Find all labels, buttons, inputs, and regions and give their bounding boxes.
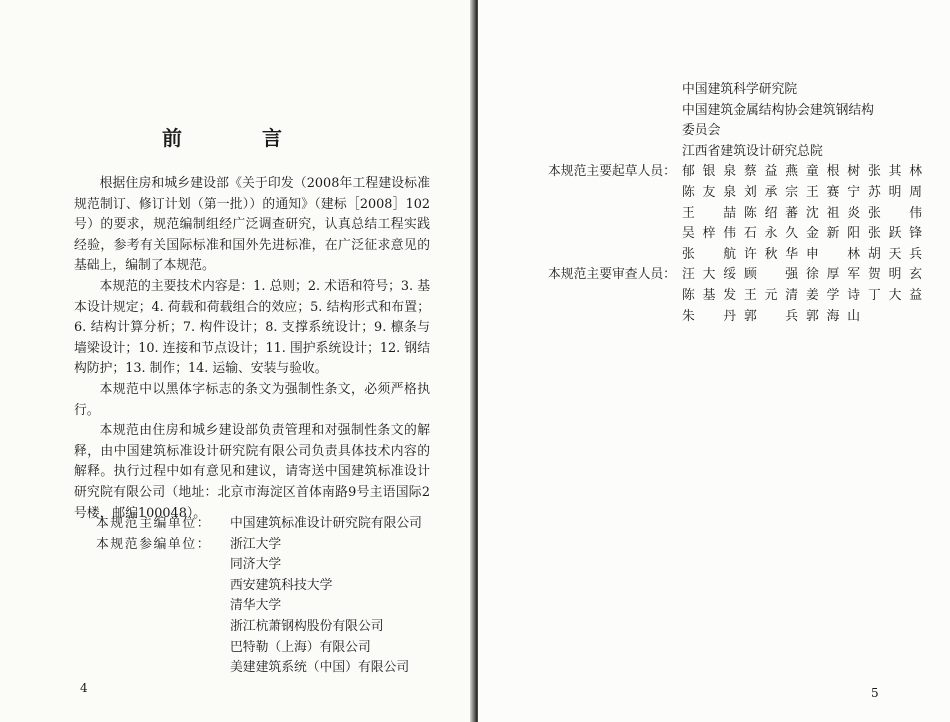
participant-unit-name: 浙江大学 <box>230 536 282 552</box>
person-name: 郭海山 <box>806 308 860 324</box>
personnel-block <box>548 80 930 327</box>
drafters-row <box>548 245 930 266</box>
left-page <box>0 0 474 722</box>
reviewers-row <box>548 265 930 286</box>
person-name: 陈基发 <box>682 287 736 303</box>
name-group <box>682 307 868 328</box>
person-name: 陈友泉 <box>682 184 736 200</box>
person-name: 石永久 <box>744 226 798 242</box>
paragraph: 本规范的主要技术内容是：1. 总则；2. 术语和符号；3. 基本设计规定；4. 荷载和荷载组合的效应；5. 结构形式和布置；6. 结构计算分析；7. 构件设计；8. 支撑系统设计；9. 檩条与墙梁设计；10. 连接和节点设计；11. 围护系统设计；12. 钢结构防护；13. 制作；14. 运输、安装与验收。 <box>74 278 430 377</box>
participant-unit-name: 西安建筑科技大学 <box>230 577 333 593</box>
person-name: 沈祖炎 <box>806 205 860 221</box>
participant-unit-name: 浙江杭萧钢构股份有限公司 <box>230 618 384 634</box>
name-group <box>682 162 930 183</box>
person-name: 汪大绥 <box>682 267 736 283</box>
chief-unit-name: 中国建筑标准设计研究院有限公司 <box>230 516 422 531</box>
participant-unit-name: 江西省建筑设计研究总院 <box>682 143 823 159</box>
person-name: 王喆 <box>682 205 736 221</box>
person-name: 吴梓伟 <box>682 226 736 242</box>
person-name: 金新阳 <box>806 226 860 242</box>
participant-unit-name: 巴特勒（上海）有限公司 <box>230 639 371 655</box>
foreword-body <box>74 174 430 524</box>
person-name: 张跃锋 <box>868 226 922 242</box>
person-name: 胡天兵 <box>868 246 922 262</box>
page-number: 4 <box>80 681 88 695</box>
person-name: 蔡益燕 <box>744 164 798 180</box>
person-name: 刘承宗 <box>744 184 798 200</box>
participant-unit-name: 同济大学 <box>230 557 282 573</box>
person-name: 张航 <box>682 246 736 262</box>
page-number: 5 <box>871 686 879 700</box>
participant-unit-name: 清华大学 <box>230 598 282 614</box>
participant-unit-label: 本规范参编单位： <box>96 536 212 552</box>
reviewers-row <box>548 307 930 328</box>
name-group <box>682 224 930 245</box>
chief-unit-label: 本规范主编单位： <box>96 516 212 531</box>
person-name: 郁银泉 <box>682 164 736 180</box>
person-name: 申林 <box>806 246 860 262</box>
name-group <box>682 245 930 266</box>
person-name: 丁大益 <box>868 287 922 303</box>
person-name: 许秋华 <box>744 246 798 262</box>
person-name: 贺明玄 <box>868 267 922 283</box>
participant-unit-name: 美建建筑系统（中国）有限公司 <box>230 660 410 676</box>
page-title: 前 言 <box>162 126 312 150</box>
drafters-row <box>548 204 930 225</box>
name-group <box>682 183 930 204</box>
participant-unit-name: 委员会 <box>682 123 721 139</box>
person-name: 陈绍蕃 <box>744 205 798 221</box>
participant-unit-name: 中国建筑金属结构协会建筑钢结构 <box>682 102 874 118</box>
drafters-label: 本规范主要起草人员： <box>548 164 676 180</box>
paragraph: 根据住房和城乡建设部《关于印发（2008年工程建设标准规范制订、修订计划（第一批））的通知》（建标［2008］102号）的要求，规范编制组经广泛调查研究，认真总结工程实践经验，参考有关国际标准和国外先进标准，在广泛征求意见的基础上，编制了本规范。 <box>74 176 430 274</box>
drafters-row <box>548 162 930 183</box>
person-name: 张伟 <box>868 205 922 221</box>
person-name: 王赛宁 <box>806 184 860 200</box>
person-name: 童根树 <box>806 164 860 180</box>
participant-unit-row <box>96 535 422 556</box>
editing-units <box>96 514 422 679</box>
paragraph: 本规范由住房和城乡建设部负责管理和对强制性条文的解释，由中国建筑标准设计研究院有限公司负责具体技术内容的解释。执行过程中如有意见和建议，请寄送中国建筑标准设计研究院有限公司（地址：北京市海淀区首体南路9号主语国际2号楼，邮编100048）。 <box>74 423 430 521</box>
reviewers-label: 本规范主要审查人员： <box>548 267 676 283</box>
person-name: 顾强 <box>744 267 798 283</box>
reviewers-row <box>548 286 930 307</box>
person-name: 徐厚军 <box>806 267 860 283</box>
person-name: 苏明周 <box>868 184 922 200</box>
drafters-row <box>548 224 930 245</box>
person-name: 郭兵 <box>744 308 798 324</box>
person-name: 张其林 <box>868 164 922 180</box>
person-name: 朱丹 <box>682 308 736 324</box>
drafters-row <box>548 183 930 204</box>
paragraph: 本规范中以黑体字标志的条文为强制性条文，必须严格执行。 <box>74 381 430 418</box>
person-name: 王元清 <box>744 287 798 303</box>
name-group <box>682 265 930 286</box>
name-group <box>682 286 930 307</box>
name-group <box>682 204 930 225</box>
participant-unit-name: 中国建筑科学研究院 <box>682 82 798 97</box>
person-name: 姜学诗 <box>806 287 860 303</box>
chief-unit-row <box>96 514 422 535</box>
